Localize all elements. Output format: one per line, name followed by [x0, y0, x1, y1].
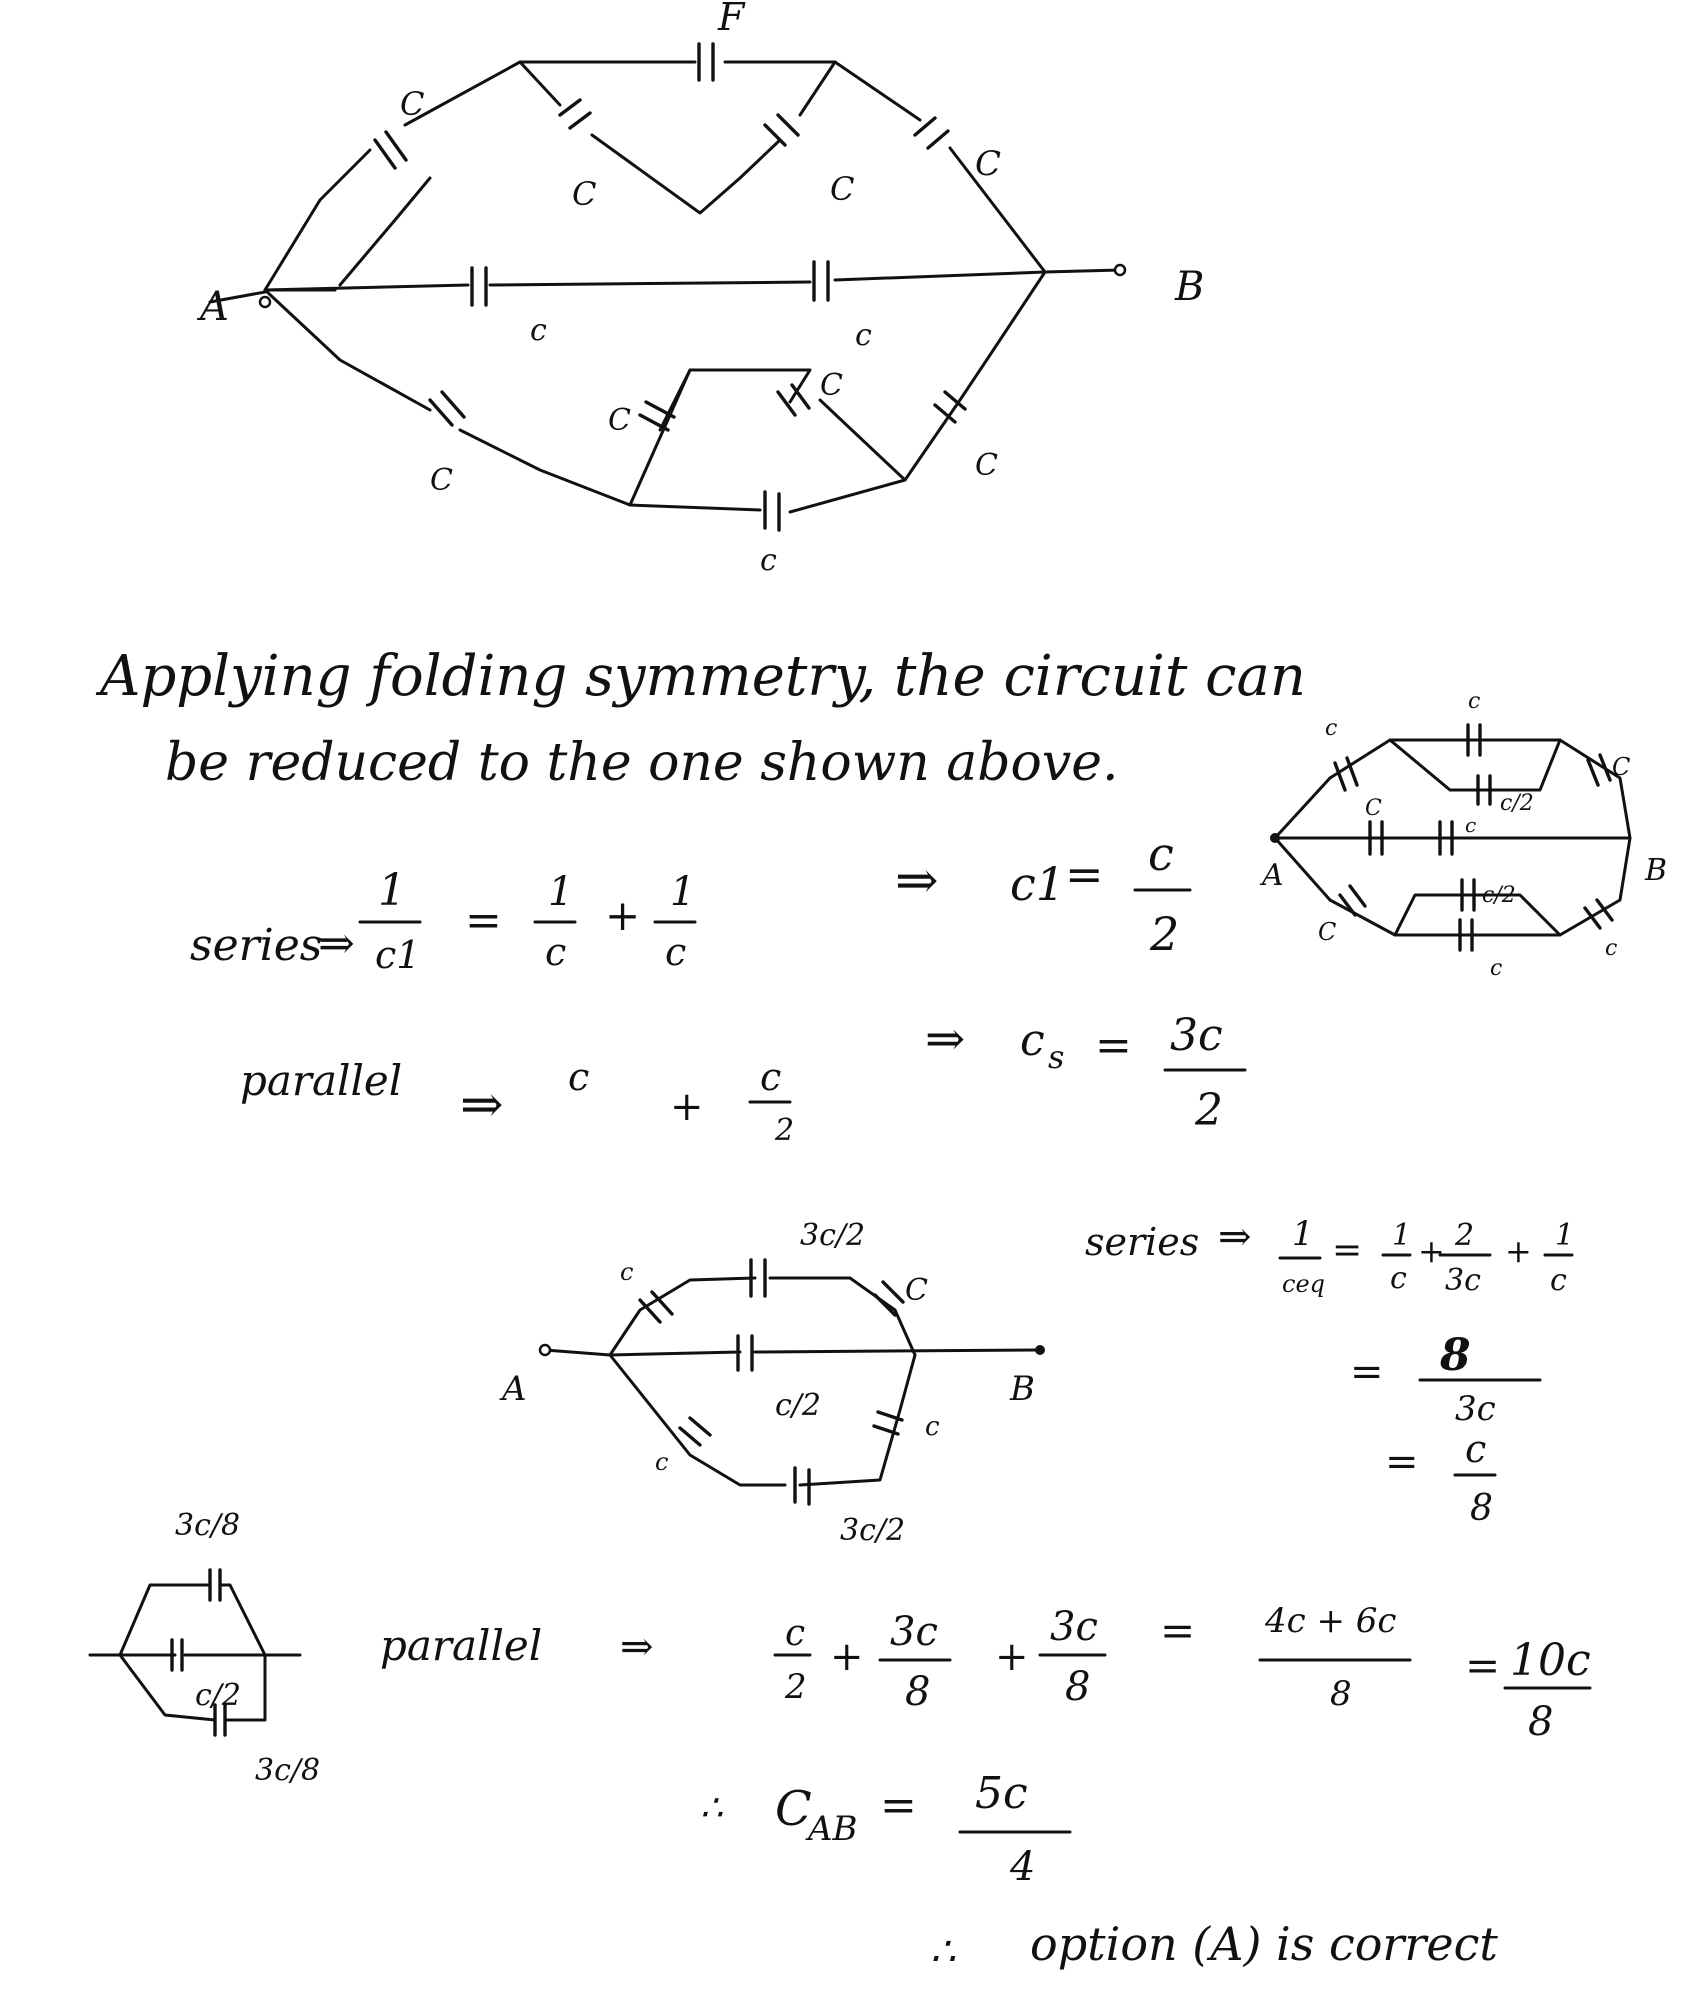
svg-text:2: 2: [1150, 907, 1180, 961]
svg-text:8: 8: [905, 1669, 931, 1715]
svg-text:c: c: [785, 1613, 806, 1654]
svg-text:8: 8: [1330, 1674, 1352, 1714]
third-bottom-label: 3c/2: [840, 1513, 906, 1548]
svg-text:1: 1: [1392, 1218, 1412, 1253]
svg-text:8: 8: [1065, 1664, 1091, 1710]
svg-text:AB: AB: [808, 1809, 858, 1849]
svg-text:c1: c1: [1010, 857, 1066, 911]
terminal-b-label: B: [1175, 264, 1205, 310]
svg-text:1: 1: [1292, 1214, 1314, 1254]
explanation-line-2: be reduced to the one shown above.: [165, 733, 1119, 793]
svg-text:=: =: [1095, 1020, 1132, 1071]
svg-text:2: 2: [775, 1113, 795, 1148]
third-lower-left-label: c: [655, 1448, 669, 1476]
svg-text:=: =: [1160, 1606, 1196, 1655]
terminal-a-label: A: [200, 284, 229, 330]
equation-parallel: [240, 1010, 1245, 1148]
svg-text:⇒: ⇒: [925, 1011, 966, 1067]
cap-mid-left-label: c: [530, 313, 547, 348]
svg-text:5c: 5c: [975, 1768, 1028, 1819]
svg-text:4: 4: [1010, 1844, 1036, 1890]
reduced-terminal-b-label: B: [1645, 853, 1668, 888]
svg-text:⇒: ⇒: [460, 1075, 504, 1135]
svg-text:1: 1: [378, 865, 406, 916]
third-terminal-a-label: A: [502, 1369, 527, 1409]
svg-text:+: +: [1418, 1232, 1445, 1270]
svg-text:3c: 3c: [1170, 1010, 1223, 1061]
cap-upper-inner-right-label: C: [830, 170, 855, 208]
svg-text:s: s: [1048, 1038, 1065, 1076]
svg-text:2: 2: [785, 1667, 807, 1707]
final-top-label: 3c/8: [175, 1508, 241, 1543]
circuit-final: [90, 1508, 320, 1788]
conclusion: [700, 1768, 1498, 1975]
svg-text:=: =: [1332, 1230, 1363, 1271]
final-mid-label: c/2: [195, 1678, 241, 1713]
svg-text:c1: c1: [375, 933, 421, 977]
svg-text:=: =: [465, 895, 502, 946]
third-mid-label: c/2: [775, 1388, 821, 1423]
svg-text:c: c: [545, 930, 567, 974]
svg-text:⇒: ⇒: [318, 918, 355, 969]
circuit-top: [196, 0, 1204, 578]
svg-text:8: 8: [1440, 1330, 1471, 1381]
svg-text:4c + 6c: 4c + 6c: [1265, 1601, 1397, 1641]
svg-text:c: c: [1148, 827, 1174, 881]
svg-text:+: +: [830, 1634, 864, 1680]
svg-text:c: c: [568, 1055, 590, 1099]
svg-text:1: 1: [548, 869, 574, 915]
svg-text:⇒: ⇒: [1218, 1214, 1252, 1260]
svg-text:2: 2: [1455, 1218, 1475, 1253]
cap-top-middle-label: F: [718, 0, 745, 39]
svg-text:+: +: [670, 1084, 704, 1130]
svg-text:+: +: [995, 1634, 1029, 1680]
svg-text:c: c: [1465, 1427, 1487, 1471]
cap-lower-inner-left-label: C: [608, 403, 631, 438]
svg-text:c: c: [665, 930, 687, 974]
svg-text:=: =: [1065, 847, 1104, 901]
svg-text:1: 1: [1555, 1218, 1575, 1253]
reduced-mid1-label: C: [1365, 796, 1382, 821]
cap-upper-right-label: C: [975, 144, 1002, 184]
parallel-prefix: parallel: [240, 1056, 403, 1105]
svg-text:=: =: [1465, 1641, 1501, 1690]
parallel2-prefix: parallel: [380, 1621, 543, 1670]
final-answer: option (A) is correct: [1030, 1917, 1498, 1971]
reduced-mid2-label: c: [1465, 813, 1477, 837]
svg-text:2: 2: [1195, 1085, 1223, 1136]
third-mid-right-label: c: [925, 1412, 940, 1442]
reduced-lower-left-label: C: [1318, 918, 1337, 946]
third-terminal-b-label: B: [1010, 1369, 1035, 1409]
svg-text:+: +: [1505, 1232, 1532, 1270]
circuit-reduced: [1259, 689, 1667, 981]
svg-text:⇒: ⇒: [620, 1624, 654, 1670]
reduced-top-right-label: C: [1612, 753, 1631, 781]
equation-series: [190, 827, 1190, 977]
svg-text:3c: 3c: [1455, 1389, 1496, 1429]
svg-text:1: 1: [670, 869, 696, 915]
svg-text:10c: 10c: [1510, 1635, 1591, 1686]
cap-lower-right-label: C: [975, 448, 998, 483]
reduced-lower-half-label: c/2: [1482, 883, 1516, 908]
svg-text:=: =: [1350, 1349, 1384, 1395]
series2-prefix: series: [1085, 1220, 1200, 1264]
svg-text:3c: 3c: [890, 1609, 938, 1655]
svg-text:C: C: [775, 1781, 812, 1837]
equation-parallel-2: [380, 1601, 1591, 1745]
svg-text:∴: ∴: [930, 1929, 956, 1975]
svg-text:3c: 3c: [1050, 1604, 1098, 1650]
svg-text:8: 8: [1470, 1488, 1493, 1529]
svg-text:c: c: [1020, 1015, 1045, 1066]
circuit-third: [499, 1218, 1045, 1548]
svg-text:∴: ∴: [700, 1788, 723, 1829]
svg-text:c: c: [760, 1055, 782, 1099]
third-top-right-label: C: [905, 1273, 928, 1308]
third-top-label: 3c/2: [800, 1218, 866, 1253]
svg-text:⇒: ⇒: [895, 851, 939, 911]
final-bottom-label: 3c/8: [255, 1753, 321, 1788]
svg-text:c: c: [1550, 1263, 1567, 1298]
equation-series-2: [1085, 1214, 1574, 1529]
reduced-top-half-label: c/2: [1500, 791, 1534, 816]
reduced-terminal-a-label: A: [1262, 858, 1284, 893]
svg-text:ceq: ceq: [1282, 1270, 1326, 1298]
cap-lower-inner-right-label: C: [820, 368, 843, 403]
cap-lower-left-label: C: [430, 463, 453, 498]
series-prefix: series: [190, 920, 323, 971]
third-top-left-label: c: [620, 1258, 634, 1286]
reduced-top-left-label: c: [1325, 716, 1338, 741]
svg-text:3c: 3c: [1445, 1263, 1481, 1298]
svg-text:=: =: [1385, 1439, 1419, 1485]
cap-upper-inner-left-label: C: [572, 175, 597, 213]
svg-text:8: 8: [1528, 1699, 1554, 1745]
svg-text:=: =: [880, 1780, 917, 1831]
reduced-bottom-label: c: [1490, 956, 1503, 981]
explanation-line-1: Applying folding symmetry, the circuit can: [100, 644, 1306, 709]
cap-mid-right-label: c: [855, 318, 872, 353]
cap-upper-left-label: C: [400, 85, 425, 123]
svg-text:c: c: [1390, 1261, 1407, 1296]
cap-bottom-label: c: [760, 543, 777, 578]
svg-text:+: +: [605, 891, 641, 940]
reduced-top-label: c: [1468, 689, 1481, 714]
reduced-lower-right-label: c: [1605, 936, 1618, 961]
